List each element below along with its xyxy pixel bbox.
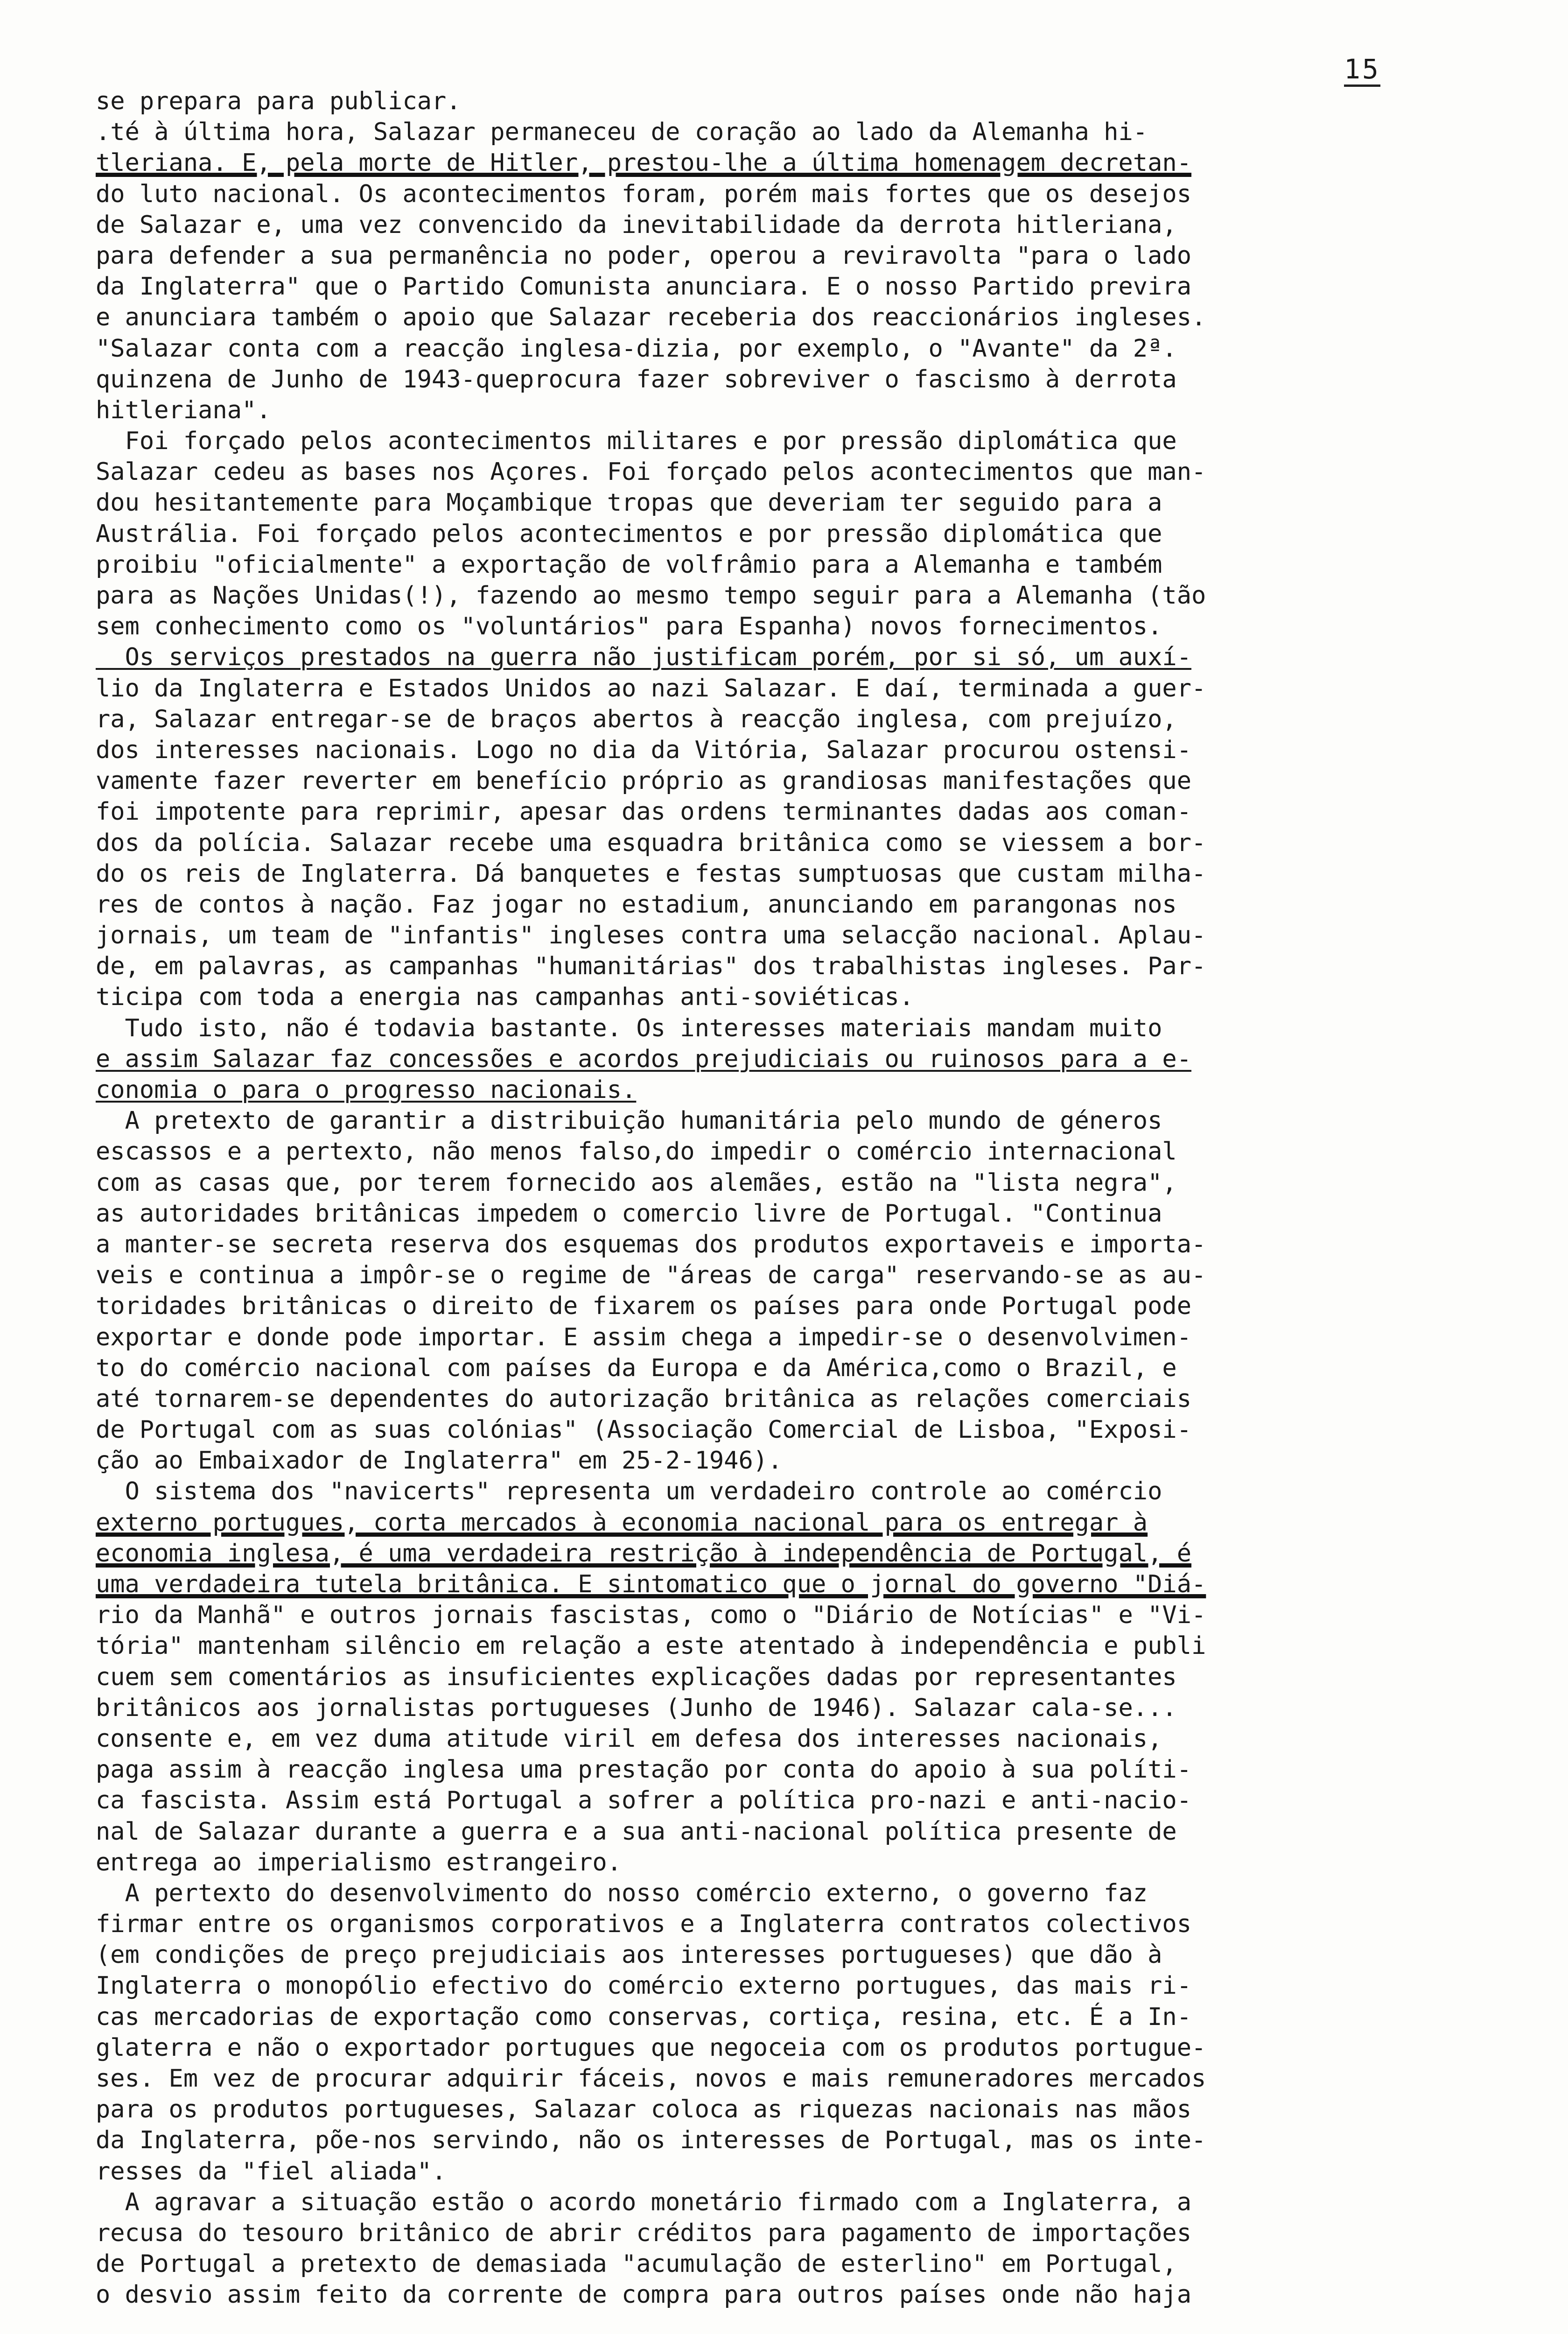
text-line: lio da Inglaterra e Estados Unidos ao nazi Salazar. E daí, terminada a guer- bbox=[96, 674, 1206, 703]
text-line: cuem sem comentários as insuficientes explicações dadas por representantes bbox=[96, 1663, 1177, 1691]
text-line: recusa do tesouro britânico de abrir créditos para pagamento de importações bbox=[96, 2219, 1191, 2247]
text-line: foi impotente para reprimir, apesar das ordens terminantes dadas aos coman- bbox=[96, 798, 1191, 826]
text-line: rio da Manhã" e outros jornais fascistas, como o "Diário de Notícias" e "Vi- bbox=[96, 1601, 1206, 1630]
text-line: para defender a sua permanência no poder, operou a reviravolta "para o lado bbox=[96, 241, 1191, 270]
text-line: ção ao Embaixador de Inglaterra" em 25-2-1946). bbox=[96, 1447, 783, 1475]
text-line: com as casas que, por terem fornecido aos alemães, estão na "lista negra", bbox=[96, 1168, 1177, 1197]
text-line: de Portugal com as suas colónias" (Associação Comercial de Lisboa, "Exposi- bbox=[96, 1416, 1191, 1444]
text-line: Austrália. Foi forçado pelos acontecimentos e por pressão diplomática que bbox=[96, 520, 1162, 548]
text-line: (em condições de preço prejudiciais aos interesses portugueses) que dão à bbox=[96, 1941, 1162, 1969]
text-line: paga assim à reacção inglesa uma prestação por conta do apoio à sua políti- bbox=[96, 1756, 1191, 1784]
text-line: as autoridades britânicas impedem o comercio livre de Portugal. "Continua bbox=[96, 1199, 1162, 1228]
text-line: consente e, em vez duma atitude viril em defesa dos interesses nacionais, bbox=[96, 1724, 1162, 1753]
text-line: O sistema dos "navicerts" representa um verdadeiro controle ao comércio bbox=[96, 1477, 1162, 1506]
text-line: to do comércio nacional com países da Europa e da América,como o Brazil, e bbox=[96, 1354, 1177, 1382]
text-line: do luto nacional. Os acontecimentos foram, porém mais fortes que os desejos bbox=[96, 180, 1191, 208]
text-line: tleriana. E, pela morte de Hitler, prestou-lhe a última homenagem decretan- bbox=[96, 149, 1191, 177]
text-line: da Inglaterra" que o Partido Comunista anunciara. E o nosso Partido previra bbox=[96, 273, 1191, 301]
text-line: do os reis de Inglaterra. Dá banquetes e festas sumptuosas que custam milha- bbox=[96, 859, 1206, 888]
text-line: vamente fazer reverter em benefício próprio as grandiosas manifestações que bbox=[96, 767, 1191, 795]
text-line: de Salazar e, uma vez convencido da inevitabilidade da derrota hitleriana, bbox=[96, 211, 1177, 239]
text-line: de Portugal a pretexto de demasiada "acumulação de esterlino" em Portugal, bbox=[96, 2250, 1177, 2278]
text-line: e assim Salazar faz concessões e acordos prejudiciais ou ruinosos para a e- bbox=[96, 1045, 1191, 1073]
text-line: veis e continua a impôr-se o regime de "áreas de carga" reservando-se as au- bbox=[96, 1261, 1206, 1290]
text-line: A pertexto do desenvolvimento do nosso comércio externo, o governo faz bbox=[96, 1879, 1148, 1907]
text-line: o desvio assim feito da corrente de compra para outros países onde não haja bbox=[96, 2281, 1191, 2309]
text-line: Inglaterra o monopólio efectivo do comércio externo portugues, das mais ri- bbox=[96, 1972, 1191, 2000]
text-line: .té à última hora, Salazar permaneceu de coração ao lado da Alemanha hi- bbox=[96, 118, 1148, 147]
text-line: para as Nações Unidas(!), fazendo ao mesmo tempo seguir para a Alemanha (tão bbox=[96, 582, 1206, 610]
text-line: Os serviços prestados na guerra não justificam porém, por si só, um auxí- bbox=[96, 643, 1191, 672]
text-line: conomia o para o progresso nacionais. bbox=[96, 1076, 637, 1104]
text-line: se prepara para publicar. bbox=[96, 87, 461, 115]
text-line: A pretexto de garantir a distribuição humanitária pelo mundo de géneros bbox=[96, 1107, 1162, 1135]
text-line: jornais, um team de "infantis" ingleses contra uma selacção nacional. Aplau- bbox=[96, 921, 1206, 950]
text-line: A agravar a situação estão o acordo monetário firmado com a Inglaterra, a bbox=[96, 2188, 1191, 2216]
text-line: proibiu "oficialmente" a exportação de volfrâmio para a Alemanha e também bbox=[96, 550, 1162, 579]
text-line: da Inglaterra, põe-nos servindo, não os interesses de Portugal, mas os inte- bbox=[96, 2126, 1206, 2155]
text-line: Salazar cedeu as bases nos Açores. Foi forçado pelos acontecimentos que man- bbox=[96, 458, 1206, 486]
text-line: ticipa com toda a energia nas campanhas anti-soviéticas. bbox=[96, 983, 914, 1012]
text-line: ses. Em vez de procurar adquirir fáceis, novos e mais remuneradores mercados bbox=[96, 2065, 1206, 2093]
text-line: a manter-se secreta reserva dos esquemas dos produtos exportaveis e importa- bbox=[96, 1230, 1206, 1258]
text-line: dos da polícia. Salazar recebe uma esquadra britânica como se viessem a bor- bbox=[96, 829, 1206, 857]
page-number: 15 bbox=[1344, 54, 1380, 87]
text-line: uma verdadeira tutela britânica. E sintomatico que o jornal do governo "Diá- bbox=[96, 1570, 1206, 1598]
text-line: ca fascista. Assim está Portugal a sofrer a política pro-nazi e anti-nacio- bbox=[96, 1786, 1191, 1815]
text-line: resses da "fiel aliada". bbox=[96, 2157, 447, 2186]
text-line: de, em palavras, as campanhas "humanitárias" dos trabalhistas ingleses. Par- bbox=[96, 952, 1206, 981]
body-text bbox=[96, 86, 1524, 2334]
text-line: até tornarem-se dependentes do autorização britânica as relações comerciais bbox=[96, 1385, 1191, 1413]
text-line: glaterra e não o exportador portugues que negoceia com os produtos portugue- bbox=[96, 2033, 1206, 2062]
text-line: para os produtos portugueses, Salazar coloca as riquezas nacionais nas mãos bbox=[96, 2095, 1191, 2124]
text-line: "Salazar conta com a reacção inglesa-dizia, por exemplo, o "Avante" da 2ª. bbox=[96, 334, 1177, 363]
text-line: firmar entre os organismos corporativos e a Inglaterra contratos colectivos bbox=[96, 1910, 1191, 1939]
text-line bbox=[96, 2311, 1524, 2334]
text-line: dos interesses nacionais. Logo no dia da Vitória, Salazar procurou ostensi- bbox=[96, 736, 1191, 764]
text-line: externo portugues, corta mercados à economia nacional para os entregar à bbox=[96, 1508, 1148, 1537]
text-line: britânicos aos jornalistas portugueses (Junho de 1946). Salazar cala-se... bbox=[96, 1694, 1177, 1722]
text-line: quinzena de Junho de 1943-queprocura fazer sobreviver o fascismo à derrota bbox=[96, 365, 1177, 394]
text-line: tória" mantenham silêncio em relação a este atentado à independência e publi bbox=[96, 1632, 1206, 1660]
text-line: sem conhecimento como os "voluntários" para Espanha) novos fornecimentos. bbox=[96, 612, 1162, 641]
text-line: dou hesitantemente para Moçambique tropas que deveriam ter seguido para a bbox=[96, 489, 1162, 517]
text-line: entrega ao imperialismo estrangeiro. bbox=[96, 1848, 622, 1877]
text-line: Tudo isto, não é todavia bastante. Os interesses materiais mandam muito bbox=[96, 1014, 1162, 1042]
text-line: cas mercadorias de exportação como conservas, cortiça, resina, etc. É a In- bbox=[96, 2003, 1191, 2031]
text-line: escassos e a pertexto, não menos falso,do impedir o comércio internacional bbox=[96, 1138, 1177, 1166]
text-line: Foi forçado pelos acontecimentos militares e por pressão diplomática que bbox=[96, 427, 1177, 456]
text-line: ra, Salazar entregar-se de braços abertos à reacção inglesa, com prejuízo, bbox=[96, 705, 1177, 733]
text-line: hitleriana". bbox=[96, 396, 271, 424]
text-line: res de contos à nação. Faz jogar no estadium, anunciando em parangonas nos bbox=[96, 890, 1177, 919]
text-line: exportar e donde pode importar. E assim chega a impedir-se o desenvolvimen- bbox=[96, 1323, 1191, 1351]
text-line: nal de Salazar durante a guerra e a sua anti-nacional política presente de bbox=[96, 1817, 1177, 1846]
text-line: economia inglesa, é uma verdadeira restrição à independência de Portugal, é bbox=[96, 1539, 1191, 1568]
text-line: toridades britânicas o direito de fixarem os países para onde Portugal pode bbox=[96, 1292, 1191, 1321]
text-line: e anunciara também o apoio que Salazar receberia dos reaccionários ingleses. bbox=[96, 303, 1206, 332]
